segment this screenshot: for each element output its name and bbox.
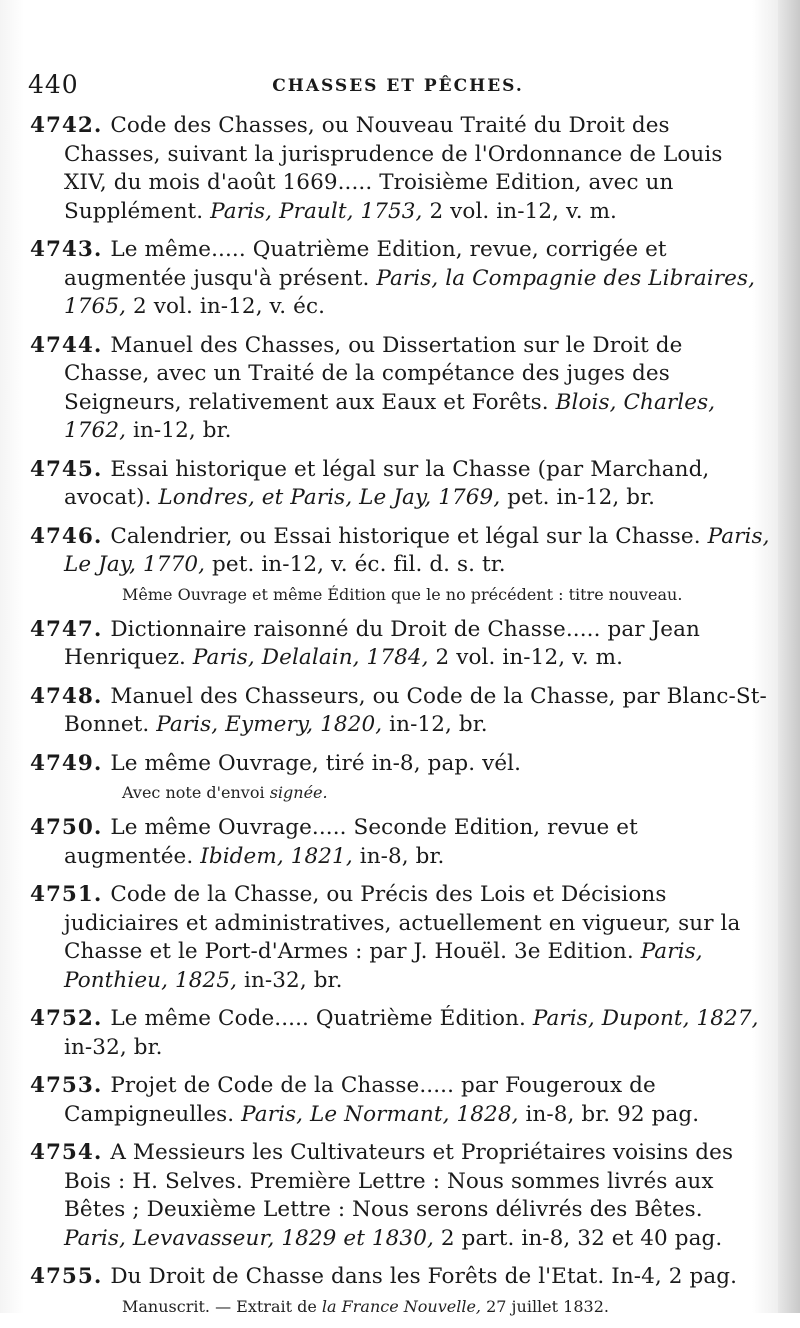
page-gutter-shadow: [778, 0, 800, 1313]
entry-imprint: Paris, Dupont, 1827,: [532, 1006, 759, 1031]
entry-note-4755: [30, 1296, 770, 1318]
entry-number: 4755.: [30, 1264, 103, 1289]
note-text: 27 juillet 1832.: [486, 1296, 609, 1316]
entry-note-4749: [30, 782, 770, 804]
entry-title: Manuel des Chasses, ou Dissertation sur le Droit de Chasse, avec un Traité de la compétance des juges des Seigneurs, relativement aux Eaux et Forêts.: [64, 332, 683, 415]
catalog-entry-4746: [30, 523, 770, 580]
catalog-entry-4751: [30, 881, 770, 995]
entry-description: in-12, br.: [389, 712, 488, 737]
entry-description: in-8, br.: [359, 843, 445, 869]
entry-number: 4745.: [30, 456, 103, 482]
entry-description: 2 vol. in-12, v. m.: [435, 645, 624, 670]
entry-number: 4753.: [30, 1073, 103, 1098]
catalog-entry-4744: [30, 332, 770, 446]
catalog-entry-4752: [30, 1005, 770, 1062]
entry-description: 2 vol. in-12, v. m.: [429, 198, 617, 224]
note-text-italic: la France Nouvelle,: [321, 1296, 482, 1316]
note-text-italic: signée.: [269, 783, 328, 802]
entry-number: 4743.: [30, 237, 103, 262]
catalog-entry-4755: [30, 1263, 770, 1292]
entry-description: pet. in-12, v. éc. fil. d. s. tr.: [212, 552, 506, 577]
entry-number: 4754.: [30, 1140, 103, 1165]
entry-imprint: Paris, Le Normant, 1828,: [241, 1101, 519, 1127]
entry-number: 4748.: [30, 683, 103, 709]
entry-title: Le même..... Quatrième Edition, revue, corrigée et augmentée jusqu'à présent.: [64, 237, 667, 291]
entry-number: 4742.: [30, 113, 103, 138]
entry-description: pet. in-12, br.: [507, 485, 656, 510]
entry-title: Essai historique et légal sur la Chasse (par Marchand, avocat).: [64, 456, 710, 510]
entry-title: Le même Ouvrage..... Seconde Edition, revue et augmentée.: [64, 815, 638, 869]
catalog-entry-4742: [30, 112, 770, 226]
entry-number: 4752.: [30, 1006, 103, 1031]
entry-title: A Messieurs les Cultivateurs et Propriétaires voisins des Bois : H. Selves. Première Lettre : Nous sommes livrés aux Bêtes ; Deuxième Lettre : Nous serons délivrés des Bêtes.: [64, 1140, 734, 1222]
entry-title: Du Droit de Chasse dans les Forêts de l'Etat. In-4, 2 pag.: [110, 1264, 738, 1289]
entry-title: Projet de Code de la Chasse..... par Fougeroux de Campigneulles.: [64, 1073, 656, 1127]
catalog-entry-4750: [30, 814, 770, 871]
entry-description: 2 part. in-8, 32 et 40 pag.: [440, 1225, 723, 1251]
catalog-entry-4748: [30, 683, 770, 740]
entry-description: in-32, br.: [64, 1034, 163, 1060]
entry-number: 4750.: [30, 815, 103, 840]
catalog-entries: [30, 112, 770, 1328]
entry-imprint: Paris, Levavasseur, 1829 et 1830,: [64, 1225, 434, 1251]
entry-title: Calendrier, ou Essai historique et légal sur la Chasse.: [110, 523, 701, 549]
entry-imprint: Paris, Delalain, 1784,: [192, 645, 429, 670]
entry-title: Dictionnaire raisonné du Droit de Chasse..... par Jean Henriquez.: [64, 616, 700, 670]
entry-title: Code de la Chasse, ou Précis des Lois et Décisions judiciaires et administratives, actuellement en vigueur, sur la Chasse et le Port-d'Armes : par J. Houël. 3e Edition.: [64, 882, 741, 964]
page-number: 440: [28, 70, 79, 99]
entry-description: in-32, br.: [243, 967, 343, 993]
entry-description: in-12, br.: [133, 418, 232, 443]
entry-imprint: Paris, Prault, 1753,: [210, 198, 423, 224]
catalog-entry-4753: [30, 1072, 770, 1129]
entry-title: Manuel des Chasseurs, ou Code de la Chasse, par Blanc-St-Bonnet.: [64, 683, 767, 737]
entry-number: 4747.: [30, 616, 103, 642]
entry-imprint: Londres, et Paris, Le Jay, 1769,: [158, 485, 501, 510]
entry-title: Le même Code..... Quatrième Édition.: [110, 1006, 526, 1031]
entry-imprint: Paris, Ponthieu, 1825,: [64, 939, 703, 993]
catalog-entry-4754: [30, 1139, 770, 1253]
entry-note-4746: Même Ouvrage et même Édition que le no précédent : titre nouveau.: [122, 584, 683, 604]
entry-number: 4751.: [30, 882, 103, 907]
entry-imprint: Paris, Eymery, 1820,: [156, 712, 383, 737]
catalog-entry-4749: [30, 750, 770, 779]
note-text: Avec note d'envoi: [122, 783, 265, 802]
catalog-entry-4747: [30, 616, 770, 673]
entry-number: 4744.: [30, 332, 103, 358]
note-text: Manuscrit. — Extrait de: [122, 1296, 317, 1316]
entry-title: Le même Ouvrage, tiré in-8, pap. vél.: [110, 750, 522, 776]
running-title: CHASSES ET PÊCHES.: [272, 76, 524, 96]
page-header: [28, 70, 768, 106]
entry-imprint: Ibidem, 1821,: [200, 843, 353, 869]
entry-imprint: Paris, Le Jay, 1770,: [64, 523, 770, 577]
entry-title: Code des Chasses, ou Nouveau Traité du Droit des Chasses, suivant la jurisprudence de l'Ordonnance de Louis XIV, du mois d'août 1669..... Troisième Edition, avec un Supplément.: [64, 113, 723, 224]
entry-imprint: Blois, Charles, 1762,: [64, 389, 716, 443]
entry-number: 4749.: [30, 750, 103, 776]
entry-description: in-8, br. 92 pag.: [525, 1101, 700, 1127]
catalog-entry-4743: [30, 236, 770, 322]
entry-description: 2 vol. in-12, v. éc.: [133, 294, 326, 319]
entry-imprint: Paris, la Compagnie des Libraires, 1765,: [64, 265, 756, 319]
catalog-entry-4745: [30, 456, 770, 513]
entry-number: 4746.: [30, 523, 103, 549]
